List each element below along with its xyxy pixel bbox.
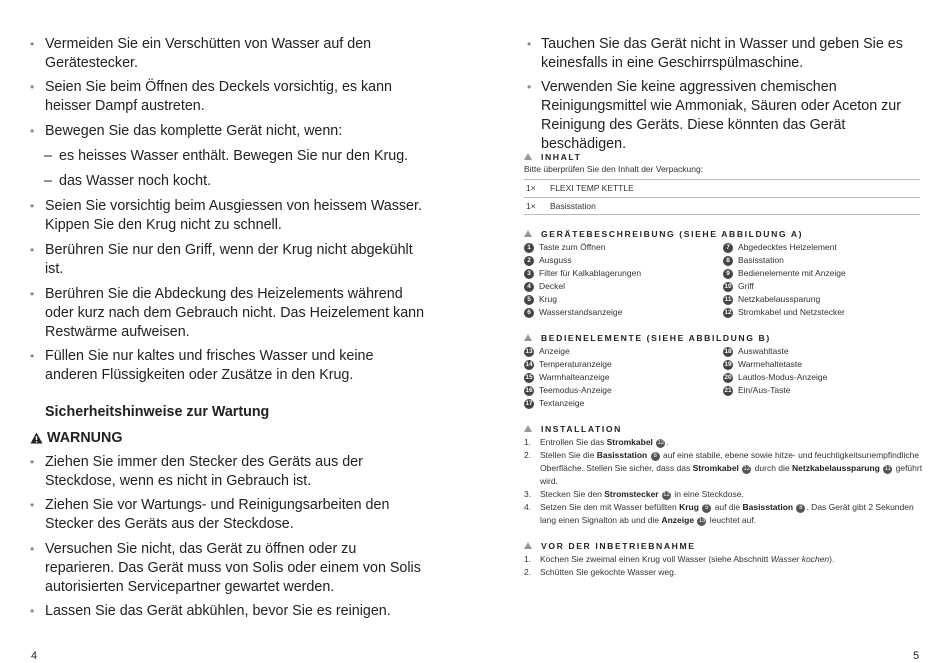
control-item: 14 Temperaturanzeige (525, 359, 612, 369)
triangle-icon (524, 334, 532, 341)
bullet-item: • Bewegen Sie das komplette Gerät nicht, wenn: (30, 123, 343, 139)
bullet-item: • Lassen Sie das Gerät abkühlen, bevor Sie es reinigen. (30, 603, 391, 619)
part-item: 4 Deckel (524, 280, 565, 293)
part-item: 6 Wasserstandsanzeige (524, 306, 622, 319)
right-page: • Tauchen Sie das Gerät nicht in Wasser und geben Sie es keinesfalls in eine Geschirrspülmaschine. • Verwenden Sie keine aggressiven chemischen Reinigungsmittel wie Ammoniak, Säuren oder Aceton zur Reinigung des Geräts. Diese könnten das Gerät beschädigen. INHALT Bitte überprüfen Sie den Inhalt der Verpackung: 1× FLEXI TEMP KETTLE 1× Basisstation GERÄTEBESCHREIBUNG (SIEHE ABBILDUNG A) 1 Taste zum Öffnen 2 Ausguss 3 Filter für Kalkablagerungen 4 Deckel 5 Krug 6 Wasserstandsanzeige 7 Abgedecktes Heizelement 8 Basisstation 9 Bedienelemente mit Anzeige 10 Griff 11 Netzkabelaussparung 12 Stromkabel und Netzstecker BEDIENELEMENTE (SIEHE ABBILDUNG B) 13 Anzeige 14 Temperaturanzeige 15 Warmhalteanzeige 16 Teemodus-Anzeige 17 Textanzeige 18 Auswahltaste 19 Warmehaltetaste 20 Lautlos-Modus-Anzeige 21 Ein/Aus-Taste INSTALLATION 1. Entrollen Sie das Stromkabel 12 . 2. Stellen Sie die Basisstation 8 auf eine stabile, ebene sowie hitze- und feuchtigkeitsunempfindliche Oberfläche. Stellen Sie sicher, dass das Stromkabel 12 durch die Netzkabelaussparung 11 geführt wird. 3. Stecken Sie den Stromstecker 12 in eine Steckdose. 4. Setzen Sie den mit Wasser befüllten Krug 5 auf die Basisstation 8 . Das Gerät gibt 2 Sekunden lang einen Signalton ab und die Anzeige 13 leuchtet auf. VOR DER INBETRIEBNAHME 1. Kochen Sie zweimal einen Krug voll Wasser (siehe Abschnitt Wasser kochen). 2. Schütten Sie gekochte Wasser weg. 5 (475, 0, 950, 663)
triangle-icon (524, 230, 532, 237)
part-item: 10 Griff (724, 281, 754, 291)
dash-item: – das Wasser noch kocht. (44, 173, 212, 189)
table-divider (524, 214, 920, 215)
part-item: 7 Abgedecktes Heizelement (723, 241, 837, 254)
part-item: 12 Stromkabel und Netzstecker (724, 307, 845, 317)
triangle-icon (524, 542, 532, 549)
warning-heading: WARNUNG (30, 430, 122, 446)
part-item: 2 Ausguss (524, 254, 572, 267)
section-title-bedien: BEDIENELEMENTE (SIEHE ABBILDUNG B) (524, 333, 771, 343)
bullet-item: • Seien Sie beim Öffnen des Deckels vorsichtig, es kann heisser Dampf austreten. (30, 79, 393, 114)
control-item: 19 Warmehaltetaste (724, 359, 802, 369)
section-title-installation: INSTALLATION (524, 424, 622, 434)
control-item: 15 Warmhalteanzeige (525, 372, 610, 382)
control-item: 21 Ein/Aus-Taste (724, 385, 791, 395)
maintenance-heading: Sicherheitshinweise zur Wartung (45, 404, 270, 420)
part-item: 11 Netzkabelaussparung (724, 294, 821, 304)
control-item: 13 Anzeige (525, 346, 570, 356)
triangle-icon (524, 153, 532, 160)
bullet-item: • Ziehen Sie immer den Stecker des Geräts aus der Steckdose, wenn es nicht in Gebrauch ist. (30, 454, 363, 489)
part-item: 9 Bedienelemente mit Anzeige (723, 267, 846, 280)
part-item: 8 Basisstation (723, 254, 784, 267)
table-row: 1× FLEXI TEMP KETTLE (524, 179, 920, 197)
bullet-item: • Vermeiden Sie ein Verschütten von Wasser auf den Gerätestecker. (30, 36, 372, 71)
section-title-first-use: VOR DER INBETRIEBNAHME (524, 541, 696, 551)
inhalt-intro: Bitte überprüfen Sie den Inhalt der Verpackung: (524, 164, 704, 174)
part-item: 1 Taste zum Öffnen (524, 241, 605, 254)
triangle-icon (524, 425, 532, 432)
bullet-item: • Füllen Sie nur kaltes und frisches Wasser und keine anderen Flüssigkeiten oder Zusätze in den Krug. (30, 348, 374, 383)
control-item: 20 Lautlos-Modus-Anzeige (724, 372, 828, 382)
bullet-item: • Ziehen Sie vor Wartungs- und Reinigungsarbeiten den Stecker des Geräts aus der Steckdose. (30, 497, 390, 532)
bullet-item: • Tauchen Sie das Gerät nicht in Wasser und geben Sie es keinesfalls in eine Geschirrspülmaschine. (527, 36, 903, 71)
table-row: 1× Basisstation (524, 197, 920, 215)
bullet-item: • Seien Sie vorsichtig beim Ausgiessen von heissem Wasser. Kippen Sie den Krug nicht zu schnell. (30, 198, 422, 233)
part-item: 3 Filter für Kalkablagerungen (524, 267, 641, 280)
warning-icon (30, 432, 43, 444)
page-number: 4 (31, 650, 38, 662)
control-item: 17 Textanzeige (525, 398, 585, 408)
bullet-item: • Berühren Sie nur den Griff, wenn der Krug nicht abgekühlt ist. (30, 242, 413, 277)
bullet-item: • Berühren Sie die Abdeckung des Heizelements während oder kurz nach dem Gebrauch nicht. Das Heizelement kann Restwärme aufweisen. (30, 286, 425, 340)
control-item: 18 Auswahltaste (724, 346, 789, 356)
section-title-inhalt: INHALT (524, 152, 581, 162)
page-number: 5 (913, 650, 920, 662)
bullet-item: • Verwenden Sie keine aggressiven chemischen Reinigungsmittel wie Ammoniak, Säuren oder Aceton zur Reinigung des Geräts. Diese könnten das Gerät beschädigen. (527, 79, 901, 152)
section-title-geraete: GERÄTEBESCHREIBUNG (SIEHE ABBILDUNG A) (524, 229, 803, 239)
bullet-item: • Versuchen Sie nicht, das Gerät zu öffnen oder zu reparieren. Das Gerät muss von Solis oder einem von Solis autorisierten Servicepartner gewartet werden. (30, 541, 421, 595)
control-item: 16 Teemodus-Anzeige (525, 385, 612, 395)
dash-item: – es heisses Wasser enthält. Bewegen Sie nur den Krug. (44, 148, 409, 164)
part-item: 5 Krug (524, 293, 557, 306)
